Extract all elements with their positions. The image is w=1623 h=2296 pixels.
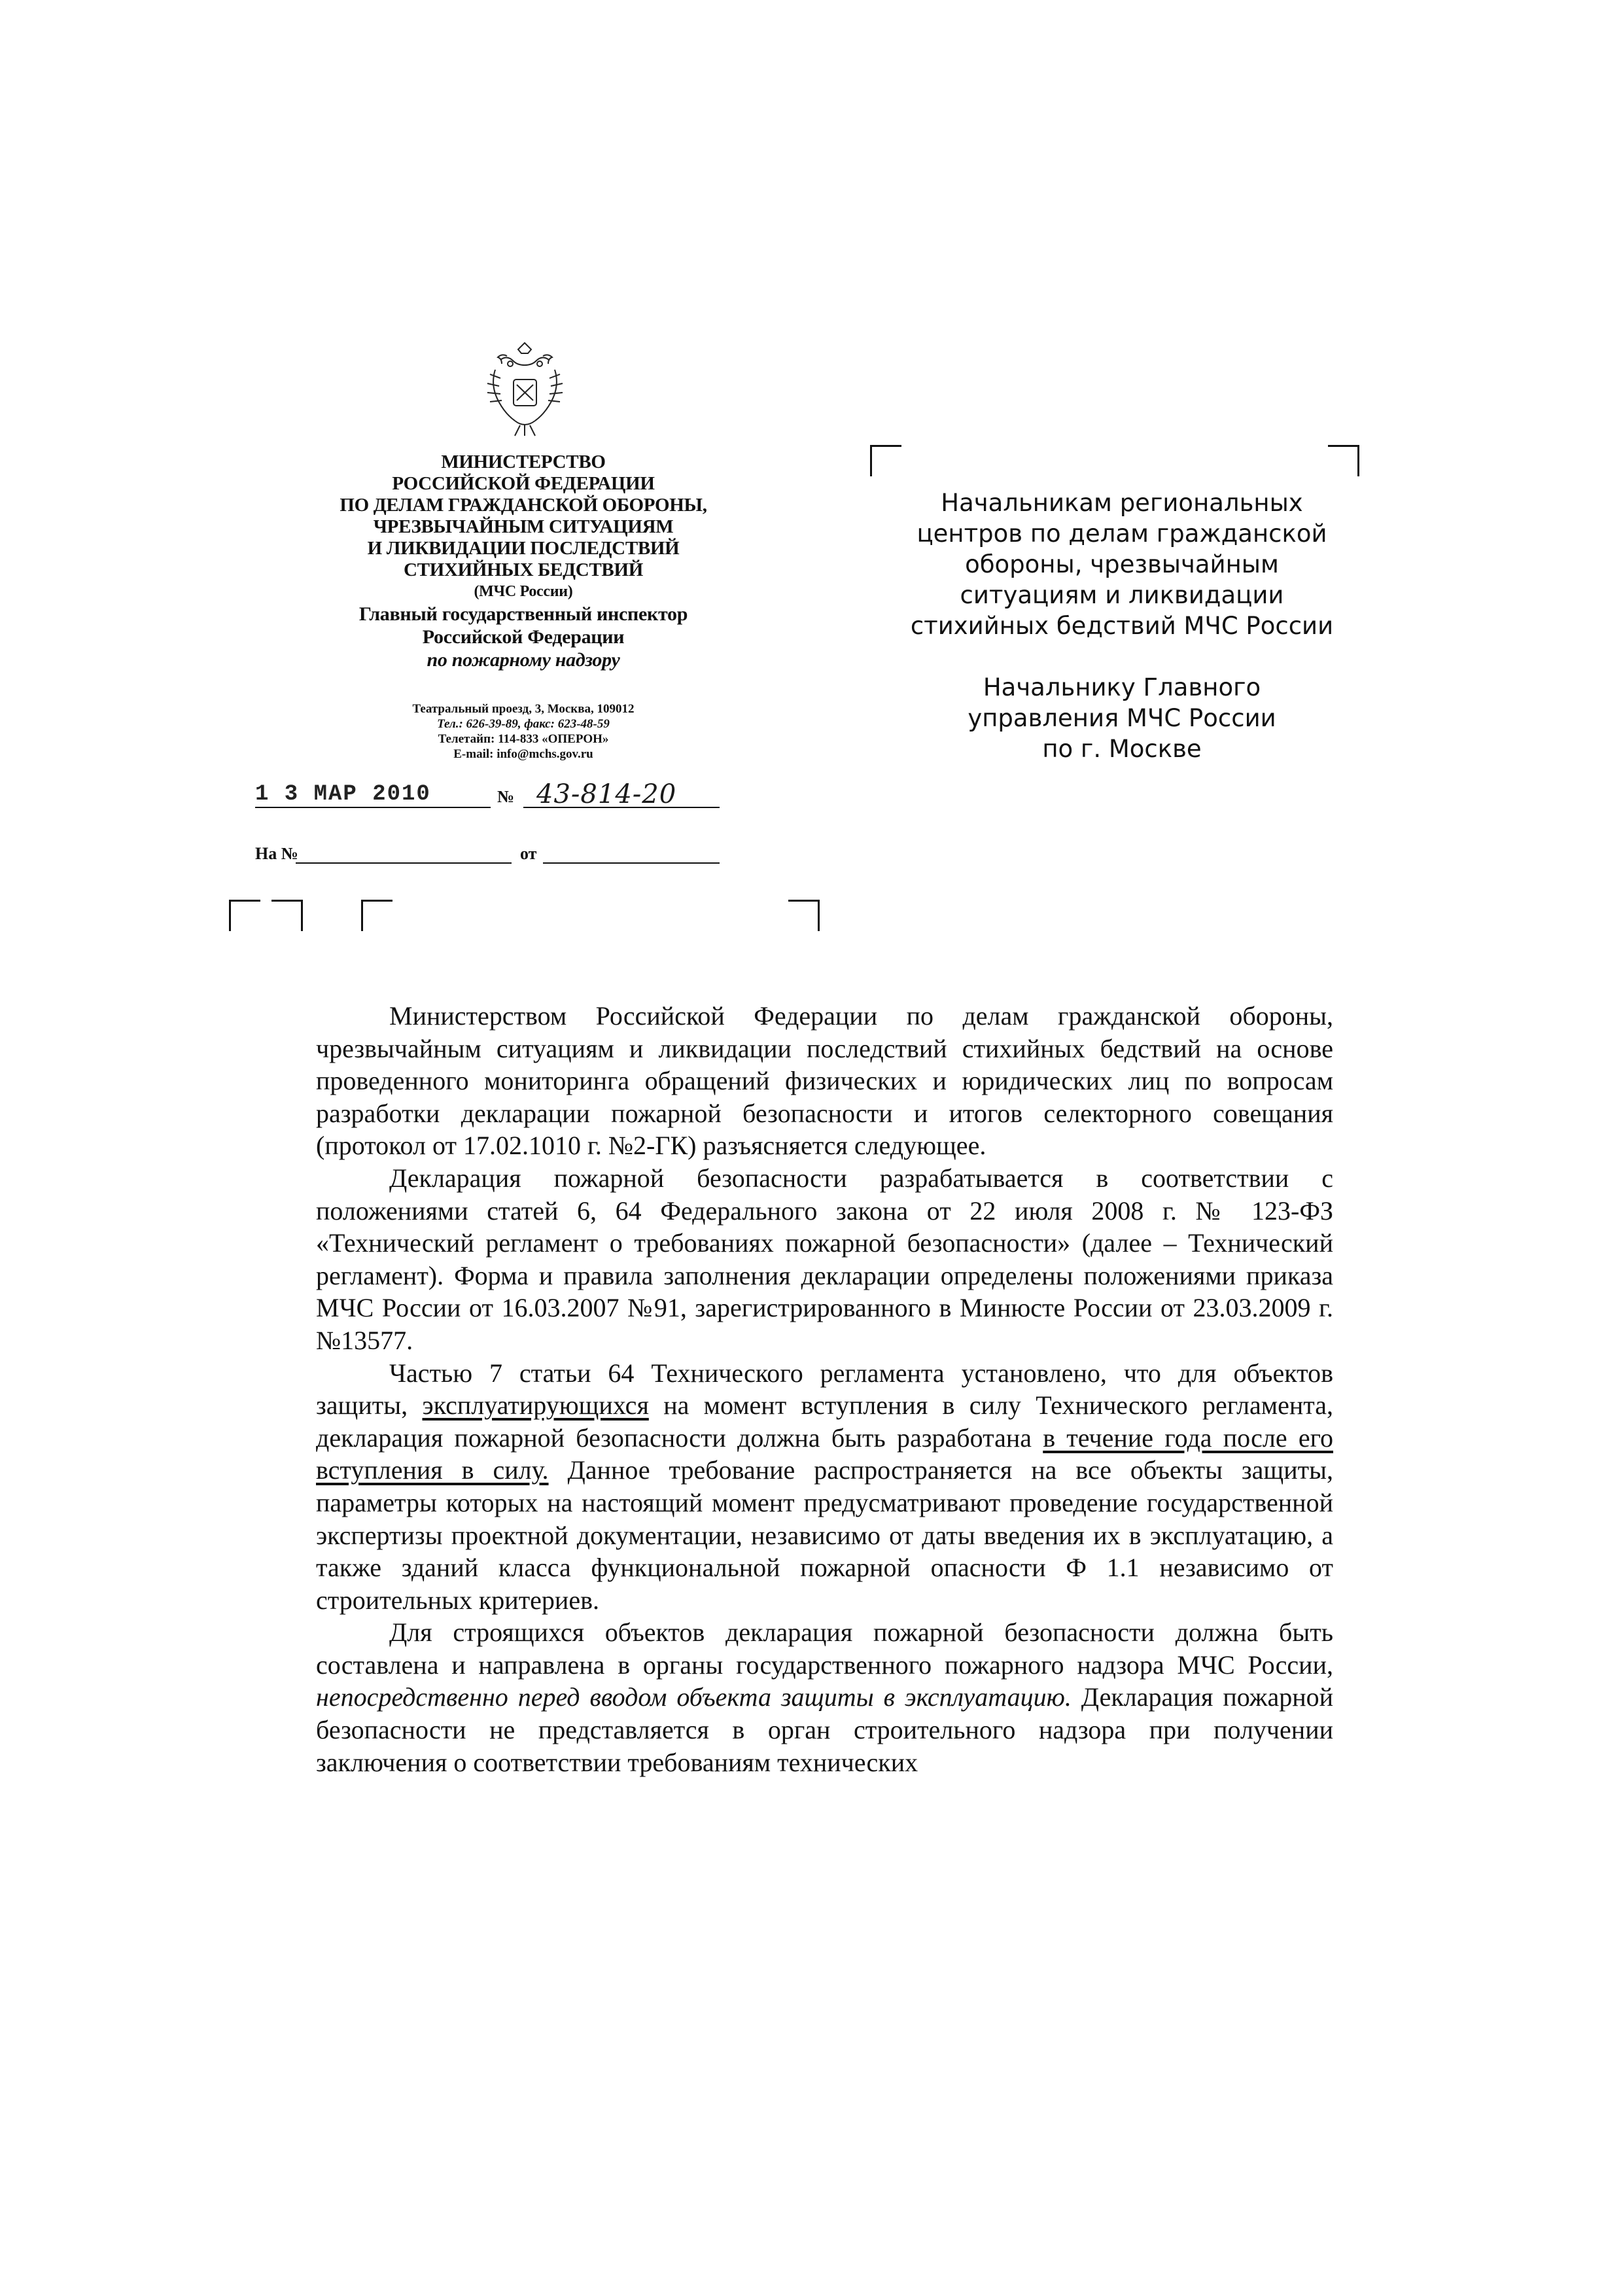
addressee-regional	[890, 487, 1354, 641]
letterhead-contacts	[275, 701, 772, 762]
paragraph-3-text: Частью 7 статьи 64 Технического регламента установлено, что для объектов защиты,	[316, 1358, 1333, 1421]
number-underline	[523, 807, 720, 808]
org-line-5: И ЛИКВИДАЦИИ ПОСЛЕДСТВИЙ	[367, 538, 680, 559]
paragraph-1: Министерством Российской Федерации по делам гражданской обороны, чрезвычайным ситуациям и ликвидации последствий стихийных бедствий на основе проведенного мониторинга обращений физических и юридических лиц по вопросам разработки декларации пожарной безопасности и итогов селекторного совещания (протокол от 17.02.1010 г. №2-ГК) разъясняется следующее.	[316, 1001, 1333, 1161]
org-line-3: ПО ДЕЛАМ ГРАЖДАНСКОЙ ОБОРОНЫ,	[340, 495, 707, 516]
addressee-line: Начальникам региональных	[941, 489, 1303, 517]
supervision-line: по пожарному надзору	[427, 649, 620, 671]
addressee-line: Начальнику Главного	[983, 673, 1261, 701]
addressee-line: стихийных бедствий МЧС России	[910, 612, 1334, 640]
address-line: Театральный проезд, 3, Москва, 109012	[412, 702, 635, 716]
org-line-6: СТИХИЙНЫХ БЕДСТВИЙ	[404, 559, 643, 580]
teletype-line: Телетайп: 114-833 «ОПЕРОН»	[438, 732, 609, 746]
email-line: E-mail: info@mchs.gov.ru	[453, 747, 593, 761]
paragraph-3	[316, 1357, 1333, 1617]
paragraph-4	[316, 1616, 1333, 1778]
org-line-1: МИНИСТЕРСТВО	[441, 451, 606, 472]
corner-bracket	[229, 900, 260, 931]
addressee-block	[890, 487, 1354, 795]
reference-number-label: На №	[255, 844, 298, 863]
letterhead-organization	[275, 451, 772, 671]
federation-line: Российской Федерации	[422, 626, 625, 648]
corner-bracket	[788, 900, 820, 931]
number-label: №	[497, 787, 515, 806]
addressee-line: обороны, чрезвычайным	[965, 550, 1279, 578]
letter-body	[316, 1000, 1333, 1778]
paragraph-2: Декларация пожарной безопасности разрабатывается в соответствии с положениями статей 6, 64 Федерального закона от 22 июля 2008 г. № 123-ФЗ «Технический регламент о требованиях пожарной безопасности» (далее – Технический регламент). Форма и правила заполнения декларации определены положениями приказа МЧС России от 16.03.2007 №91, зарегистрированного в Минюсте России от 23.03.2009 г. №13577.	[316, 1163, 1333, 1355]
paragraph-4-text: Для строящихся объектов декларация пожарной безопасности должна быть составлена и направлена в органы государственного пожарного надзора МЧС России,	[316, 1617, 1333, 1680]
corner-bracket	[870, 445, 901, 476]
corner-bracket	[271, 900, 303, 931]
corner-bracket	[1328, 445, 1359, 476]
underlined-phrase: в течение года после его вступления в силу.	[316, 1422, 1334, 1485]
registration-number-handwritten: 43-814-20	[536, 779, 677, 809]
reference-number-blank	[296, 862, 512, 864]
date-underline	[255, 807, 491, 808]
paragraph-3-text: Данное требование распространяется на все объекты защиты, параметры которых на настоящий момент предусматривают проведение государственной экспертизы проектной документации, независимо от даты введения их в эксплуатацию, а также зданий класса функциональной пожарной опасности Ф 1.1 независимо от строительных критериев.	[316, 1455, 1333, 1615]
paragraph-3-text: на момент вступления в силу Технического регламента, декларация пожарной безопасности должна быть разработана	[316, 1390, 1333, 1453]
paragraph-4-text: Декларация пожарной безопасности не представляется в орган строительного надзора при получении заключения о соответствии требованиям технических	[316, 1682, 1334, 1777]
registration-line	[255, 779, 726, 811]
org-line-4: ЧРЕЗВЫЧАЙНЫМ СИТУАЦИЯМ	[373, 516, 674, 537]
addressee-line: по г. Москве	[1042, 735, 1202, 763]
corner-bracket	[361, 900, 393, 931]
reference-date-label: от	[520, 844, 537, 863]
underlined-phrase: эксплуатирующихся	[422, 1390, 649, 1421]
org-abbreviation: (МЧС России)	[474, 583, 573, 600]
addressee-line: управления МЧС России	[968, 704, 1276, 732]
inspector-title: Главный государственный инспектор	[358, 603, 688, 625]
reference-line	[255, 844, 726, 870]
reference-date-blank	[543, 862, 720, 864]
phone-line: Тел.: 626-39-89, факс: 623-48-59	[437, 717, 610, 731]
org-line-2: РОССИЙСКОЙ ФЕДЕРАЦИИ	[392, 473, 655, 494]
addressee-line: ситуациям и ликвидации	[960, 581, 1284, 609]
addressee-line: центров по делам гражданской	[916, 520, 1327, 548]
coat-of-arms-icon	[481, 340, 569, 442]
addressee-moscow	[890, 672, 1354, 764]
registration-date-stamp: 1 3 МАР 2010	[255, 782, 431, 807]
italic-phrase: непосредственно перед вводом объекта защиты в эксплуатацию.	[316, 1682, 1072, 1712]
